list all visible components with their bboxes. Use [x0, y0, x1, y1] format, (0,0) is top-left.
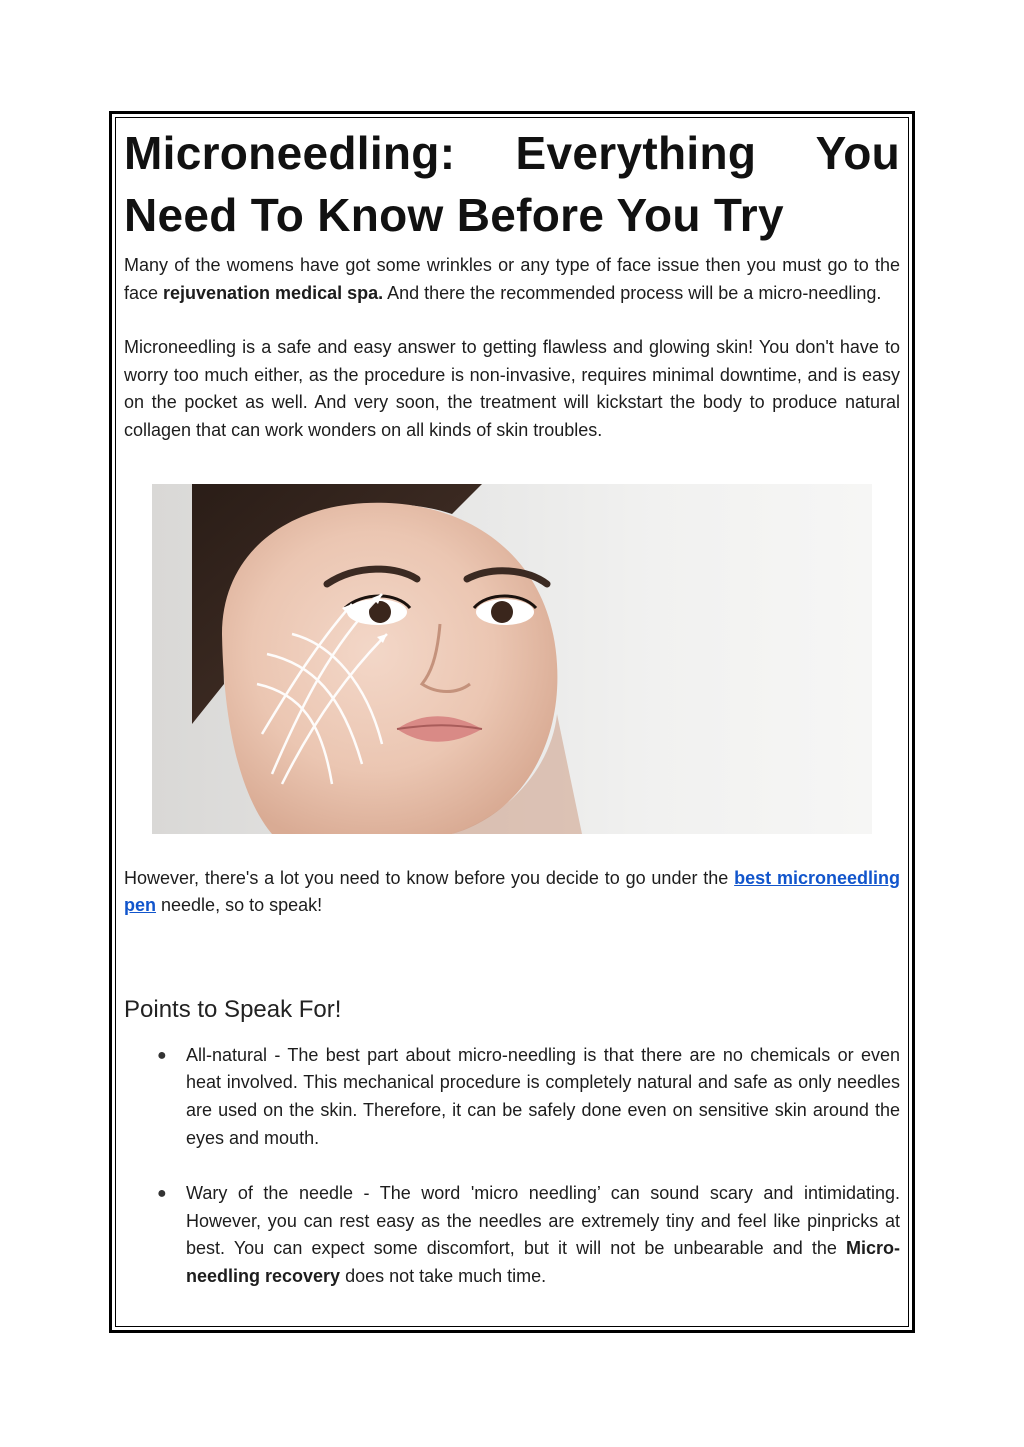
section-heading: Points to Speak For!	[124, 995, 342, 1023]
intro-text-end: And there the recommended process will be a micro-needling.	[383, 282, 882, 303]
intro-text-start: Many of the womens have got some wrinkles or any type of face issue then you must go to the face	[124, 255, 900, 303]
pen-text-end: needle, so to speak!	[156, 895, 323, 916]
face-illustration	[152, 484, 872, 834]
point-bold-phrase: Micro-needling recovery	[186, 1238, 900, 1286]
body-paragraph: Microneedling is a safe and easy answer to getting flawless and glowing skin! You don't have to worry too much either, as the procedure is non-invasive, requires minimal downtime, and is easy on the pocket as well. And very soon, the treatment will kickstart the body to produce natural collagen that can work wonders on all kinds of skin troubles.	[124, 337, 900, 440]
pen-paragraph	[124, 865, 900, 920]
intro-bold-phrase: rejuvenation medical spa.	[163, 282, 384, 303]
intro-paragraph	[124, 252, 900, 307]
face-photo	[152, 484, 872, 834]
article	[124, 122, 900, 1291]
bullet-icon: ●	[157, 1046, 167, 1064]
best-microneedling-pen-link[interactable]: best microneedling pen	[124, 867, 900, 916]
face-shape	[222, 502, 557, 833]
pen-text-start: However, there's a lot you need to know before you decide to go under the	[124, 867, 735, 888]
point-text-start: Wary of the needle - The word 'micro needling’ can sound scary and intimidating. However, you can rest easy as the needles are extremely tiny and feel like pinpricks at best. You can expect some discomfort, but it will not be unbearable and the	[186, 1183, 900, 1259]
article-title: Microneedling: Everything You Need To Know Before You Try	[124, 127, 900, 241]
point-text-end: does not take much time.	[340, 1265, 547, 1286]
bullet-icon: ●	[157, 1185, 167, 1203]
list-item	[124, 1042, 900, 1152]
list-item	[124, 1180, 900, 1290]
points-list	[124, 1042, 900, 1291]
point-text: All-natural - The best part about micro-needling is that there are no chemicals or even heat involved. This mechanical procedure is completely natural and safe as only needles are used on the skin. Therefore, it can be safely done even on sensitive skin around the eyes and mouth.	[186, 1044, 900, 1148]
